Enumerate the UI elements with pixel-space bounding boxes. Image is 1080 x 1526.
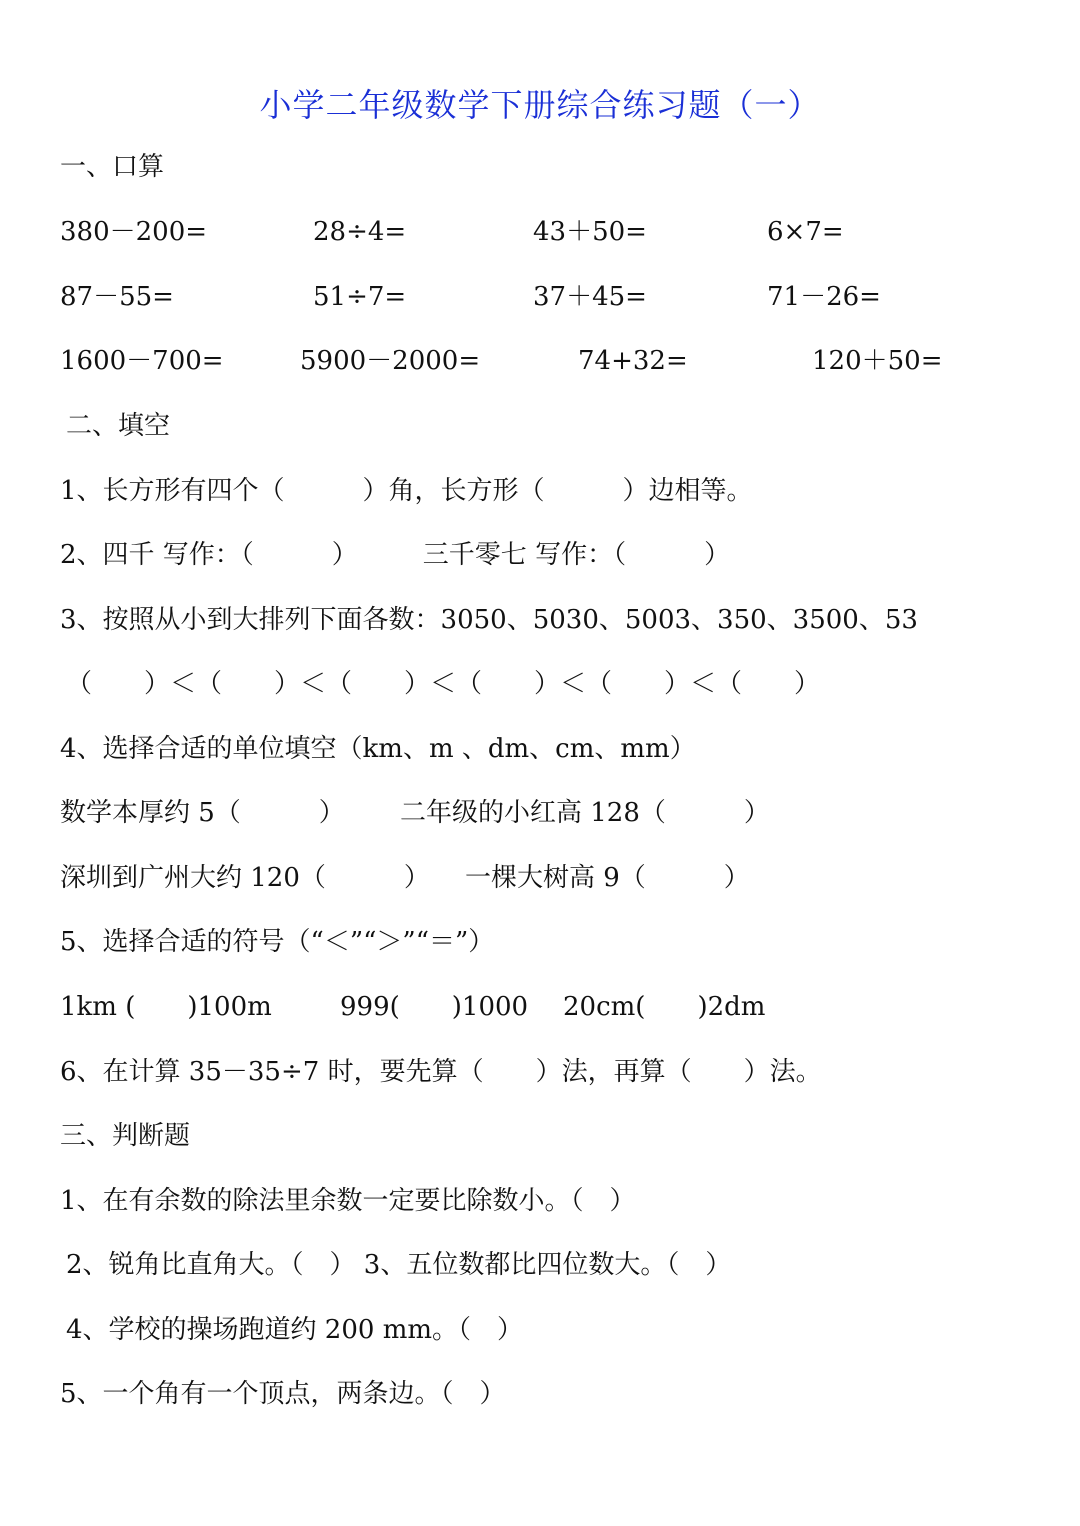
section-heading-true-false: 三、判断题 bbox=[60, 1121, 191, 1151]
fill-in-question-3: 3、按照从小到大排列下面各数：3050、5030、5003、350、3500、53 bbox=[60, 605, 918, 635]
oral-calc-item: 87－55= bbox=[60, 282, 174, 312]
fill-in-question-5: 5、选择合适的符号（“＜”“＞”“＝”） bbox=[60, 927, 495, 957]
symbol-item: 999( )1000 bbox=[340, 992, 529, 1022]
oral-calc-item: 43＋50= bbox=[533, 217, 647, 247]
oral-calc-item: 1600－700= bbox=[60, 346, 224, 376]
true-false-question-4: 4、学校的操场跑道约 200 mm。（ ） bbox=[66, 1315, 524, 1345]
section-heading-fill-in: 二、填空 bbox=[66, 411, 171, 441]
oral-calc-item: 74+32= bbox=[578, 346, 688, 376]
fill-in-question-6: 6、在计算 35－35÷7 时，要先算（ ）法，再算（ ）法。 bbox=[60, 1057, 822, 1087]
oral-calc-item: 51÷7= bbox=[313, 282, 407, 312]
oral-calc-item: 71－26= bbox=[767, 282, 881, 312]
oral-calc-item: 120＋50= bbox=[812, 346, 943, 376]
unit-item: 一棵大树高 9（ ） bbox=[465, 863, 750, 893]
true-false-question-2-3: 2、锐角比直角大。（ ） 3、五位数都比四位数大。（ ） bbox=[66, 1250, 732, 1280]
symbol-item: 1km ( )100m bbox=[60, 992, 272, 1022]
oral-calc-item: 6×7= bbox=[767, 217, 844, 247]
oral-calc-item: 28÷4= bbox=[313, 217, 407, 247]
unit-item: 二年级的小红高 128（ ） bbox=[400, 798, 770, 828]
true-false-question-5: 5、一个角有一个顶点，两条边。（ ） bbox=[60, 1379, 506, 1409]
fill-in-question-4: 4、选择合适的单位填空（km、m 、dm、cm、mm） bbox=[60, 734, 696, 764]
unit-item: 数学本厚约 5（ ） bbox=[60, 798, 345, 828]
oral-calc-item: 5900－2000= bbox=[300, 346, 481, 376]
oral-calc-item: 37＋45= bbox=[533, 282, 647, 312]
unit-item: 深圳到广州大约 120（ ） bbox=[60, 863, 430, 893]
true-false-question-1: 1、在有余数的除法里余数一定要比除数小。（ ） bbox=[60, 1186, 636, 1216]
fill-in-question-2: 2、四千 写作：（ ） 三千零七 写作：（ ） bbox=[60, 540, 731, 570]
worksheet-title: 小学二年级数学下册综合练习题（一） bbox=[259, 86, 821, 124]
section-heading-oral-calculation: 一、口算 bbox=[60, 152, 165, 182]
ordering-blanks: （ ）＜（ ）＜（ ）＜（ ）＜（ ）＜（ ） bbox=[66, 669, 821, 699]
fill-in-question-1: 1、长方形有四个（ ）角，长方形（ ）边相等。 bbox=[60, 476, 753, 506]
oral-calc-item: 380－200= bbox=[60, 217, 208, 247]
symbol-item: 20cm( )2dm bbox=[563, 992, 766, 1022]
